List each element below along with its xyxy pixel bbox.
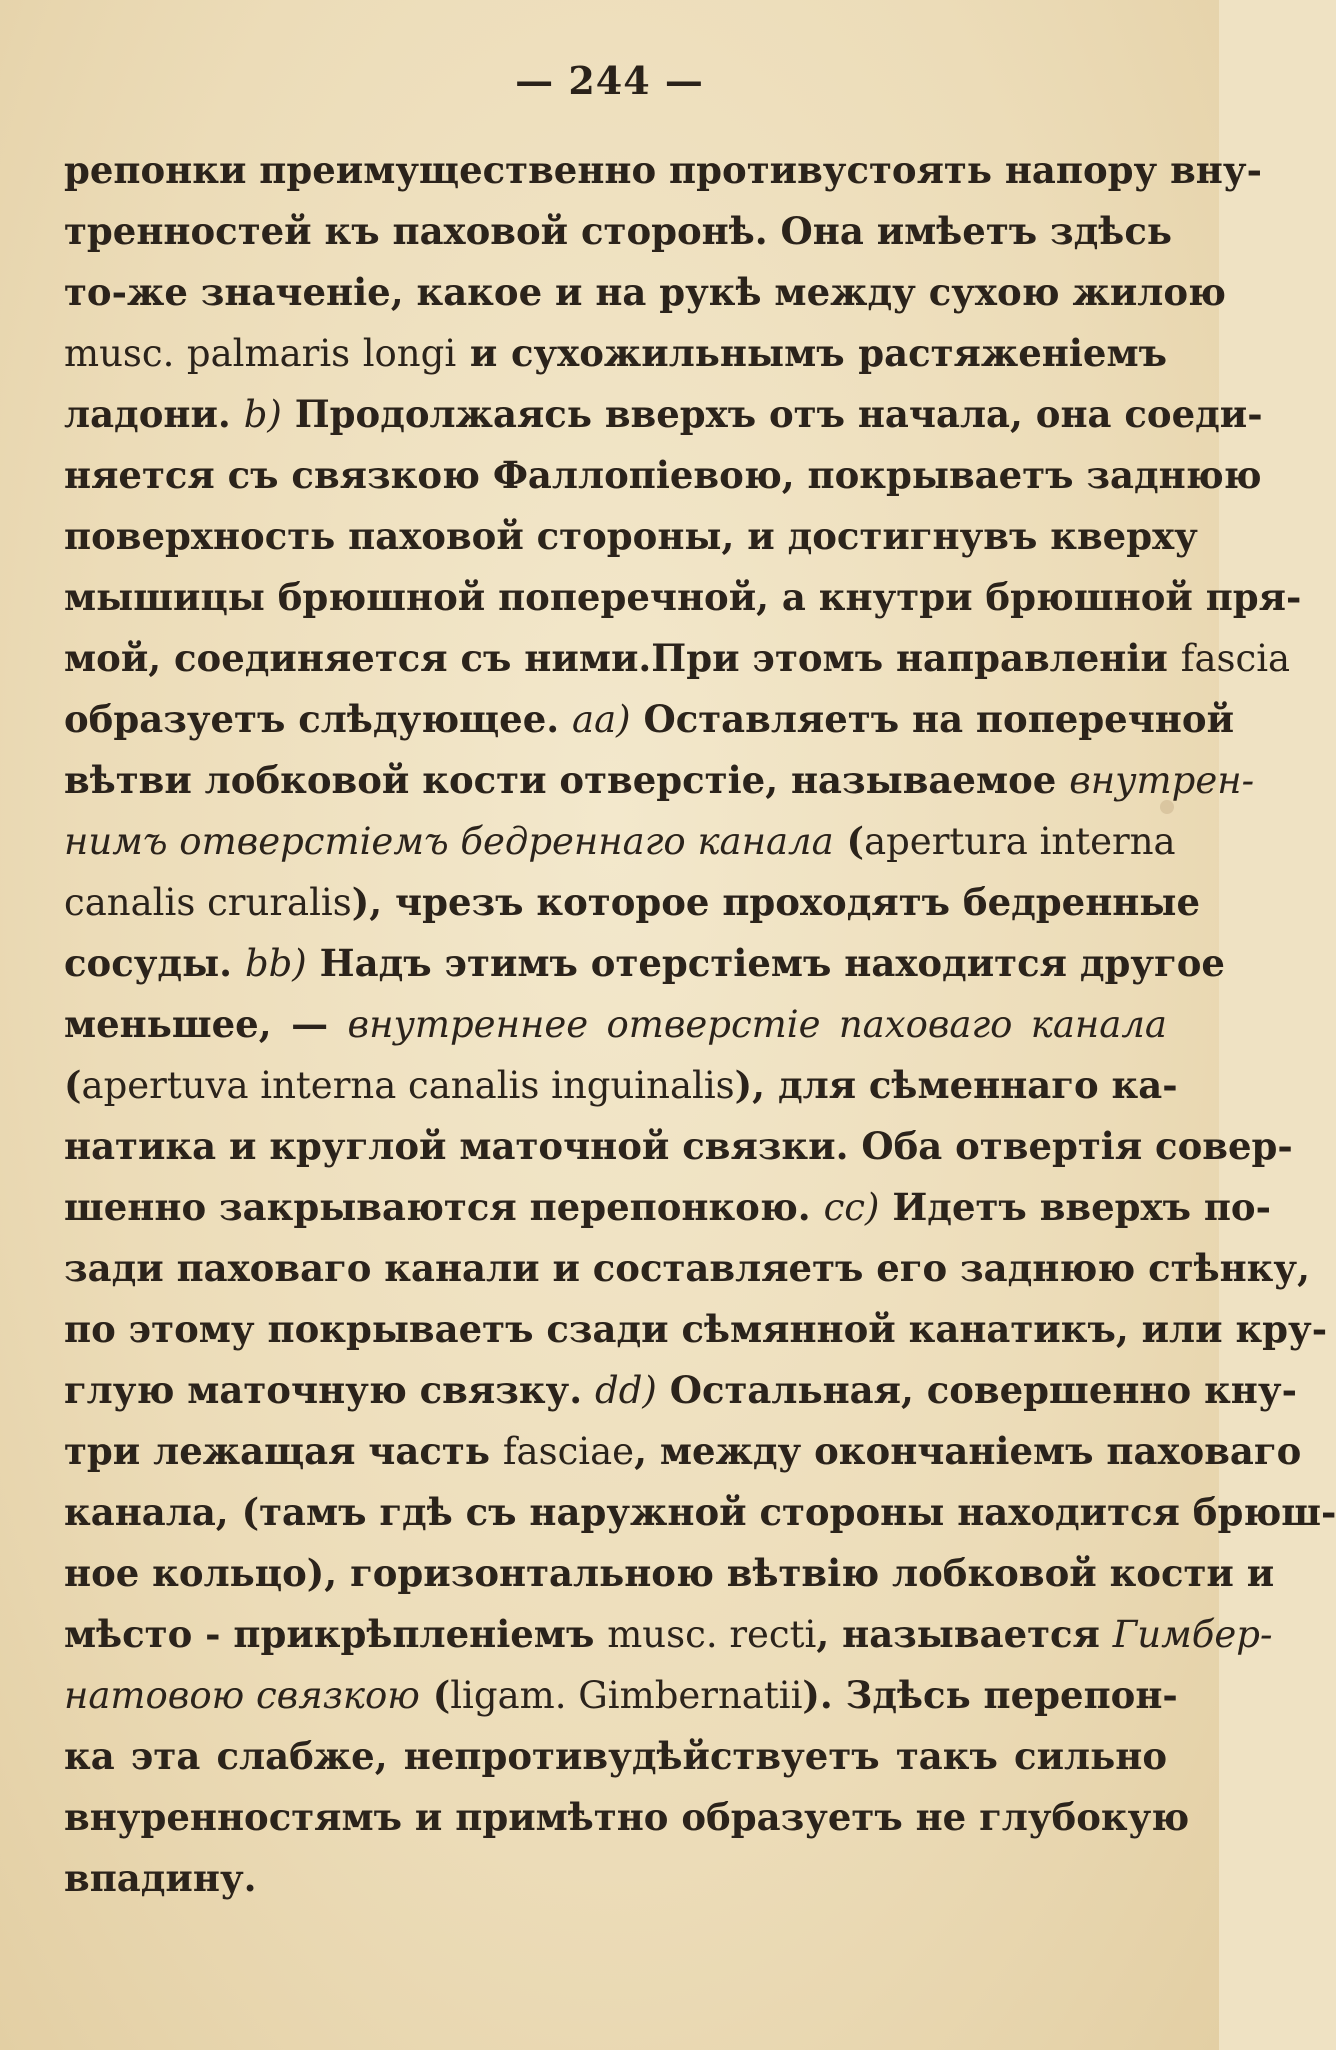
text-segment: впадину.	[64, 1856, 257, 1900]
text-line	[64, 1787, 1190, 1848]
text-line	[64, 140, 1262, 201]
body-text	[64, 140, 1336, 1909]
text-segment: внуренностямъ и примѣтно образуетъ не глубокую	[64, 1795, 1190, 1839]
text-line	[64, 1116, 1293, 1177]
text-segment: образуетъ слѣдующее.	[64, 697, 573, 741]
text-segment: , называется	[816, 1612, 1113, 1656]
text-line	[64, 262, 1226, 323]
text-segment: (	[833, 819, 865, 863]
text-segment: внутреннее отверстiе паховаго канала	[347, 1003, 1167, 1046]
text-segment: (	[419, 1673, 451, 1717]
text-segment: по этому покрываетъ сзади сѣмянной канатикъ, или кру-	[64, 1307, 1328, 1351]
text-line	[64, 201, 1172, 262]
text-segment: ное кольцо), горизонтальною вѣтвiю лобковой кости и	[64, 1551, 1275, 1595]
text-line	[64, 872, 1200, 933]
text-segment: мышицы брюшной поперечной, а кнутри брюшной пря-	[64, 575, 1302, 619]
text-line	[64, 1482, 1336, 1543]
text-line	[64, 750, 1255, 811]
text-segment: Оставляетъ на поперечной	[630, 697, 1235, 741]
page-number: — 244 —	[515, 58, 704, 103]
text-segment: репонки преимущественно противустоять напору вну-	[64, 148, 1262, 192]
text-segment: натика и круглой маточной связки. Оба отвертiя совер-	[64, 1124, 1293, 1168]
text-segment: fasciae	[502, 1430, 635, 1473]
text-line	[64, 1238, 1310, 1299]
text-line	[64, 1421, 1302, 1482]
text-segment: и сухожильнымъ растяженiемъ	[456, 331, 1167, 375]
text-line	[64, 323, 1167, 384]
text-line	[64, 994, 1167, 1055]
text-segment: Продолжаясь вверхъ отъ начала, она соеди-	[281, 392, 1263, 436]
text-segment: ка эта слабже, непротивудѣйствуетъ такъ сильно	[64, 1734, 1167, 1778]
text-segment: меньшее, —	[64, 1002, 348, 1046]
text-segment: поверхность паховой стороны, и достигнувъ кверху	[64, 514, 1198, 558]
text-segment: canalis cruralis	[64, 881, 352, 924]
text-segment: зади паховаго канали и составляетъ его заднюю стѣнку,	[64, 1246, 1310, 1290]
text-segment: ). Здѣсь перепон-	[802, 1673, 1178, 1717]
text-line	[64, 1848, 1167, 1909]
text-line	[64, 933, 1225, 994]
text-line	[64, 567, 1302, 628]
text-segment: Остальная, совершенно кну-	[656, 1368, 1297, 1412]
text-segment: cc)	[823, 1186, 880, 1229]
text-segment: musc. palmaris longi	[64, 332, 457, 375]
text-line	[64, 1360, 1297, 1421]
text-segment: dd)	[595, 1369, 657, 1412]
text-segment: Надъ этимъ отерстiемъ находится другое	[306, 941, 1225, 985]
text-segment: внутрен-	[1069, 759, 1255, 802]
text-line	[64, 628, 1291, 689]
paper-stain	[1160, 800, 1174, 814]
text-segment: apertura interna	[864, 820, 1176, 863]
text-segment: Идетъ вверхъ по-	[879, 1185, 1271, 1229]
text-segment: Гимбер-	[1112, 1613, 1273, 1656]
text-line	[64, 689, 1235, 750]
text-segment: ладони.	[64, 392, 244, 436]
text-line	[64, 1665, 1178, 1726]
text-segment: b)	[243, 393, 282, 436]
text-segment: три лежащая часть	[64, 1429, 503, 1473]
text-segment: нимъ отверстiемъ бедреннаго канала	[64, 820, 834, 863]
text-line	[64, 1604, 1273, 1665]
text-segment: тренностей къ паховой сторонѣ. Она имѣетъ здѣсь	[64, 209, 1172, 253]
text-segment: fascia	[1180, 637, 1291, 680]
text-segment: вѣтви лобковой кости отверстiе, называемое	[64, 758, 1070, 802]
text-segment: apertuva interna canalis inguinalis	[81, 1064, 735, 1107]
text-segment: няется съ связкою Фаллопiевою, покрываетъ заднюю	[64, 453, 1262, 497]
text-segment: ), для сѣменнаго ка-	[734, 1063, 1178, 1107]
text-segment: bb)	[244, 942, 307, 985]
text-segment: натовою связкою	[64, 1674, 420, 1717]
text-segment: ligam. Gimbernatii	[450, 1674, 803, 1717]
text-line	[64, 1726, 1167, 1787]
text-line	[64, 1177, 1271, 1238]
text-line	[64, 1299, 1328, 1360]
text-line	[64, 1055, 1178, 1116]
text-segment: (	[64, 1063, 82, 1107]
text-line	[64, 1543, 1275, 1604]
text-segment: канала, (тамъ гдѣ съ наружной стороны находится брюш-	[64, 1490, 1336, 1534]
text-segment: ), чрезъ которое проходятъ бедренные	[351, 880, 1200, 924]
text-segment: сосуды.	[64, 941, 245, 985]
text-segment: то-же значенie, какое и на рукѣ между сухою жилою	[64, 270, 1226, 314]
text-segment: , между окончанiемъ паховаго	[634, 1429, 1302, 1473]
text-segment: шенно закрываются перепонкою.	[64, 1185, 824, 1229]
text-line	[64, 384, 1263, 445]
text-segment: aa)	[572, 698, 631, 741]
text-line	[64, 445, 1262, 506]
text-segment: мѣсто - прикрѣпленiемъ	[64, 1612, 608, 1656]
text-segment: мой, соединяется съ ними.При этомъ направленiи	[64, 636, 1181, 680]
text-segment: musc. recti	[607, 1613, 817, 1656]
text-segment: глую маточную связку.	[64, 1368, 596, 1412]
text-line	[64, 506, 1198, 567]
text-line	[64, 811, 1176, 872]
